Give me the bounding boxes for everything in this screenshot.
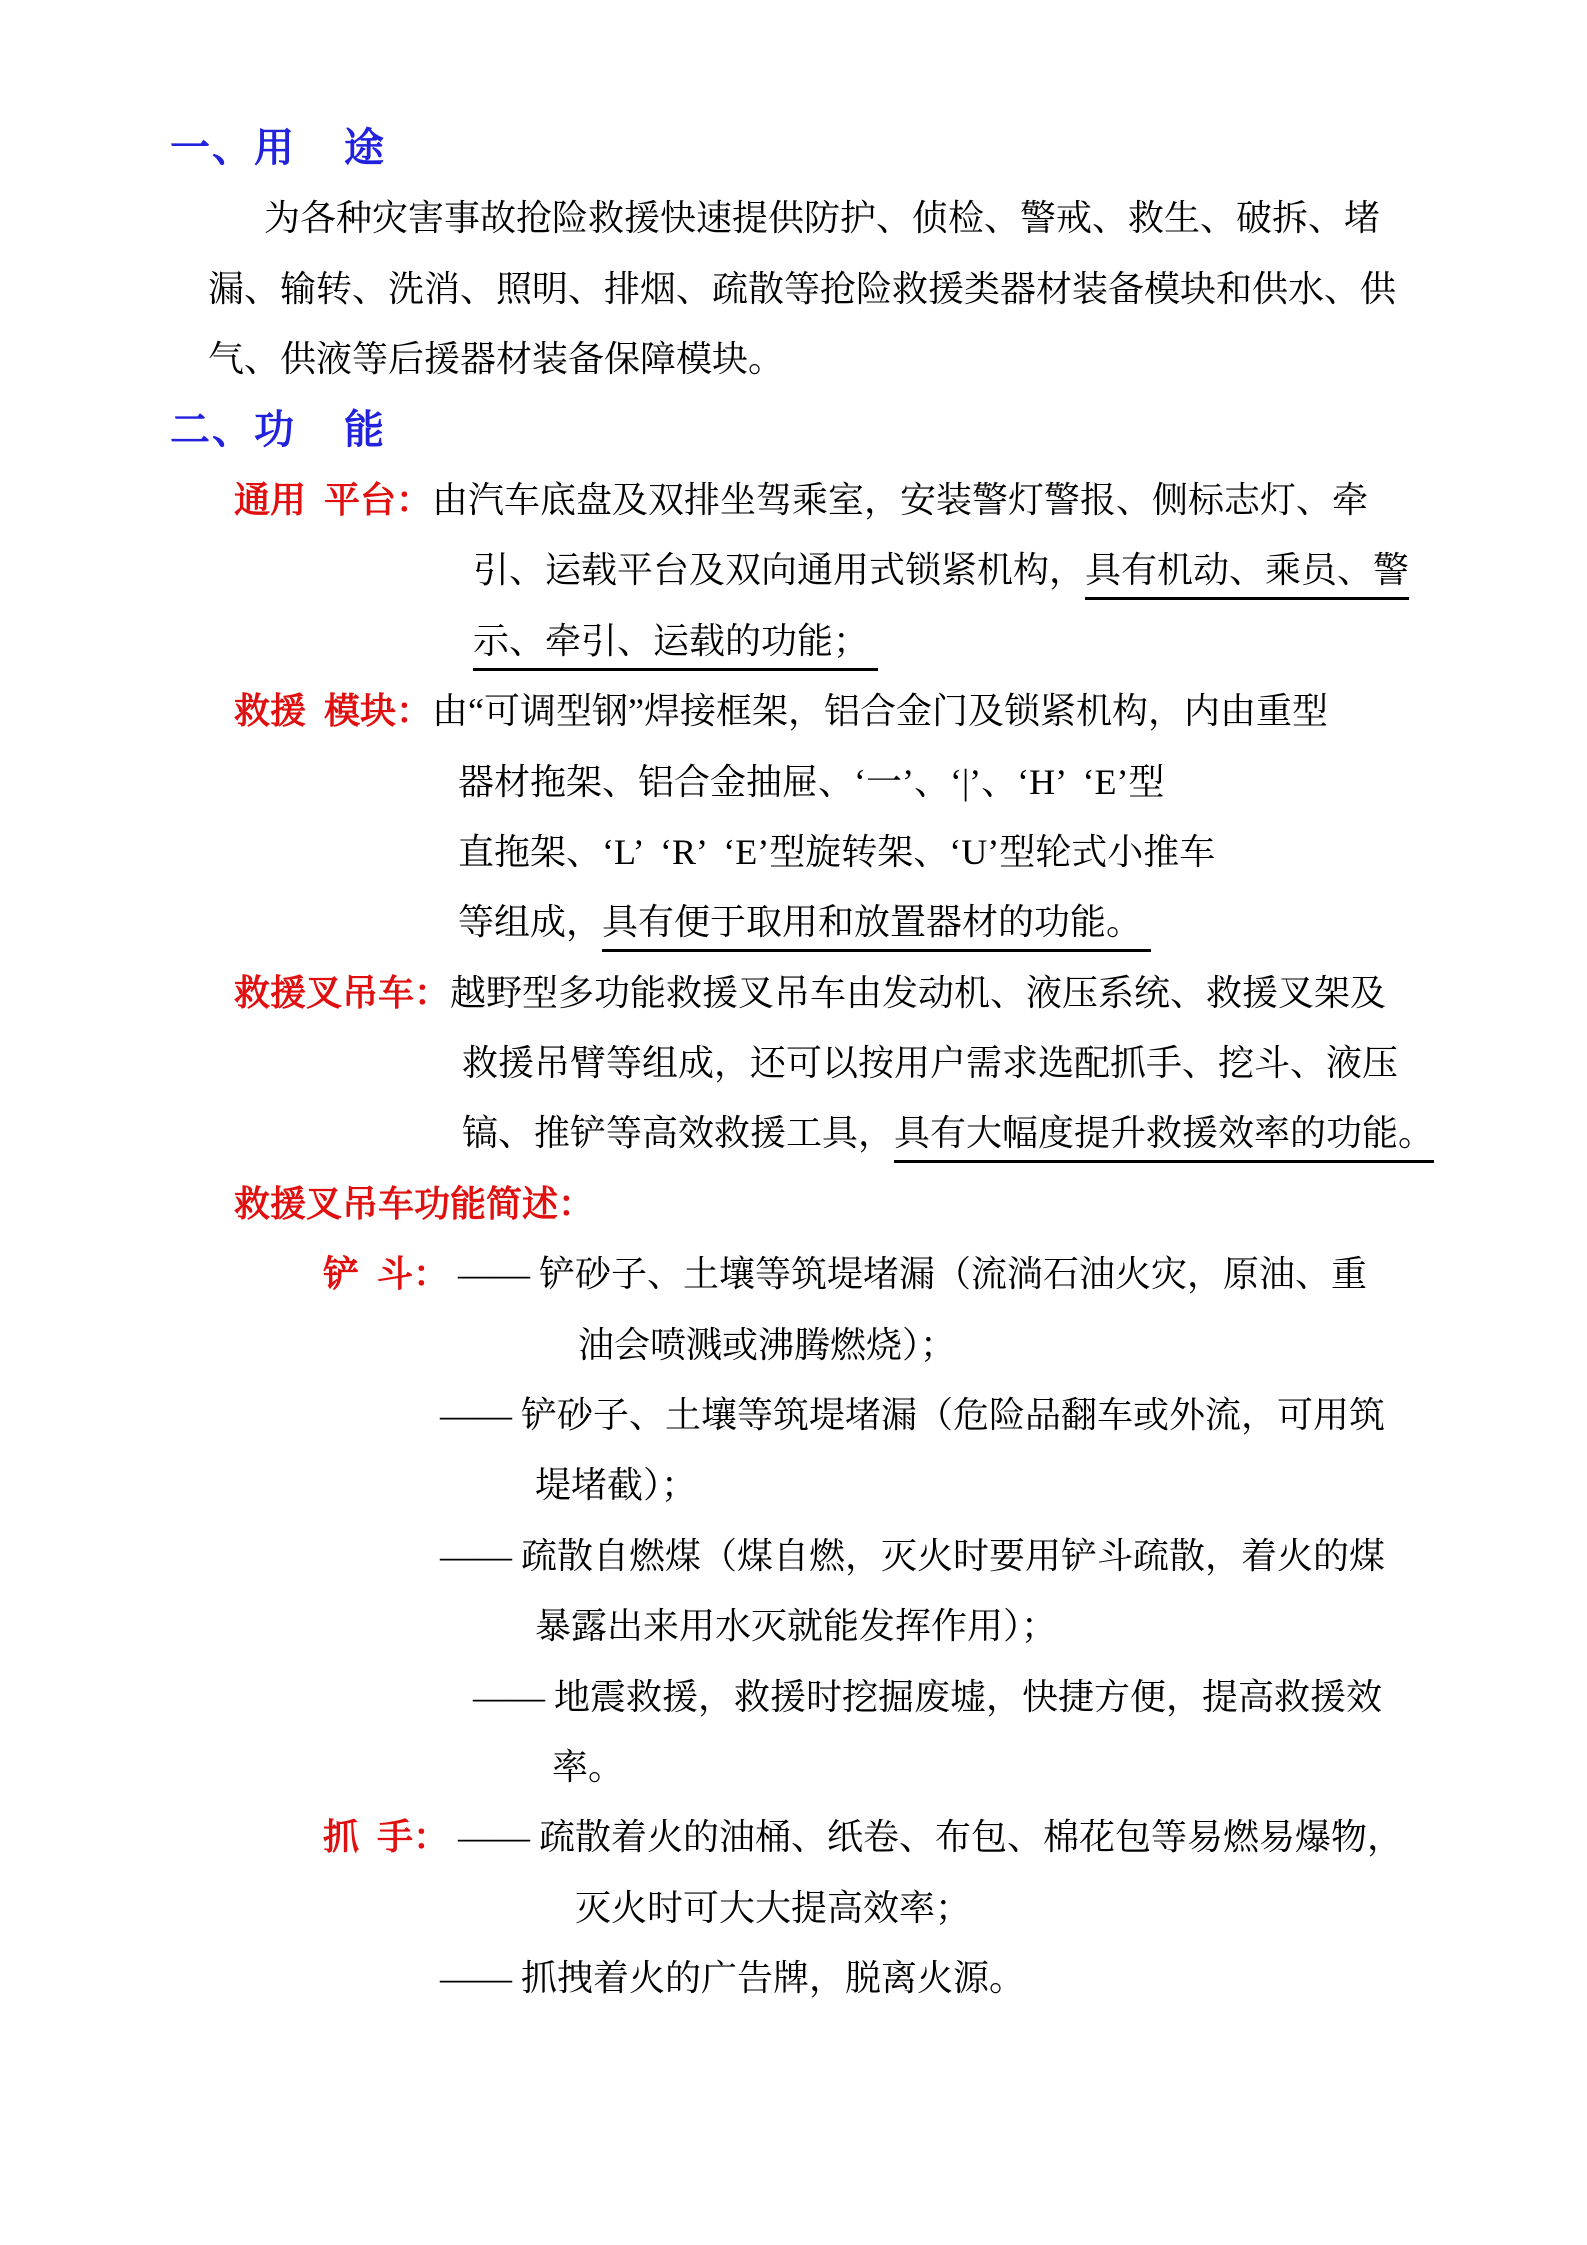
bucket-item3-row-1 [440, 1521, 1587, 1591]
module-row-1 [234, 676, 1587, 746]
platform-line-1: 由汽车底盘及双排坐驾乘室，安装警灯警报、侧标志灯、牵 [432, 479, 1369, 520]
bucket-item2-row-1 [440, 1380, 1587, 1450]
crane-row-1 [234, 958, 1587, 1028]
module-row-4 [458, 887, 1587, 957]
bucket-item2-line-1: —— 铲砂子、土壤等筑堤堵漏（危险品翻车或外流，可用筑 [440, 1395, 1386, 1436]
platform-row-2 [473, 535, 1587, 605]
module-row-3 [458, 817, 1587, 887]
platform-line-3-underlined: 示、牵引、运载的功能； [473, 621, 878, 671]
grab-item2-row-1 [440, 1943, 1587, 2013]
crane-line-3-normal: 镐、推铲等高效救援工具， [462, 1113, 895, 1154]
platform-line-2-normal: 引、运载平台及双向通用式锁紧机构， [473, 550, 1086, 591]
grab-label: 抓 手： [323, 1817, 450, 1858]
function-heading: 二、功 能 [170, 406, 386, 452]
crane-line-3-underlined: 具有大幅度提升救援效率的功能。 [894, 1113, 1434, 1163]
bucket-item3-line-2: 暴露出来用水灭就能发挥作用）； [535, 1606, 1058, 1647]
module-line-4-normal: 等组成， [458, 902, 603, 943]
usage-paragraph-line-3: 气、供液等后援器材装备保障模块。 [208, 339, 785, 380]
module-line-3: 直拖架、‘L’ ‘R’ ‘E’型旋转架、‘U’型轮式小推车 [458, 831, 1216, 872]
bucket-item3-row-2 [535, 1591, 1587, 1661]
bucket-item4-line-1: —— 地震救援，救援时挖掘废墟，快捷方便，提高救援效 [473, 1676, 1383, 1717]
platform-row-3 [473, 606, 1587, 676]
grab-item1-line-2: 灭火时可大大提高效率； [575, 1887, 972, 1928]
bucket-row-1 [323, 1239, 1587, 1309]
bucket-item1-line-1: —— 铲砂子、土壤等筑堤堵漏（流淌石油火灾，原油、重 [449, 1254, 1368, 1295]
bucket-item4-row-1 [473, 1662, 1587, 1732]
module-row-2 [458, 747, 1587, 817]
crane-row-3 [462, 1098, 1587, 1168]
grab-item1-line-1: —— 疏散着火的油桶、纸卷、布包、棉花包等易燃易爆物， [449, 1817, 1404, 1858]
bucket-item3-line-1: —— 疏散自燃煤（煤自燃，灭火时要用铲斗疏散，着火的煤 [440, 1535, 1386, 1576]
bucket-item1-line-2: 油会喷溅或沸腾燃烧）； [578, 1324, 957, 1365]
module-label: 救援 模块： [234, 691, 433, 732]
bucket-item4-row-2 [552, 1732, 1587, 1802]
bucket-item2-line-2: 堤堵截）； [535, 1465, 698, 1506]
usage-paragraph-line-1: 为各种灾害事故抢险救援快速提供防护、侦检、警戒、救生、破拆、堵 [264, 198, 1381, 239]
platform-line-2-underlined: 具有机动、乘员、警 [1085, 550, 1409, 600]
crane-row-2 [462, 1028, 1587, 1098]
module-line-1: 由“可调型钢”焊接框架，铝合金门及锁紧机构，内由重型 [432, 691, 1328, 732]
bucket-item1-row-2 [578, 1310, 1587, 1380]
platform-row-1 [234, 465, 1587, 535]
platform-label: 通用 平台： [234, 479, 433, 520]
module-line-4-underlined: 具有便于取用和放置器材的功能。 [602, 902, 1151, 952]
crane-line-2: 救援吊臂等组成，还可以按用户需求选配抓手、挖斗、液压 [462, 1043, 1399, 1084]
bucket-item4-line-2: 率。 [552, 1746, 625, 1787]
crane-label: 救援叉吊车： [234, 972, 451, 1013]
bucket-item2-row-2 [535, 1450, 1587, 1520]
usage-paragraph-line-2: 漏、输转、洗消、照明、排烟、疏散等抢险救援类器材装备模块和供水、供 [208, 268, 1397, 309]
grab-row-1 [323, 1802, 1587, 1872]
grab-item2-line-1: —— 抓拽着火的广告牌，脱离火源。 [440, 1958, 1026, 1999]
bucket-label: 铲 斗： [323, 1254, 450, 1295]
grab-item1-row-2 [575, 1873, 1587, 1943]
crane-line-1: 越野型多功能救援叉吊车由发动机、液压系统、救援叉架及 [450, 972, 1387, 1013]
summary-heading: 救援叉吊车功能简述： [234, 1183, 595, 1224]
usage-heading: 一、用 途 [170, 125, 386, 170]
module-line-2: 器材拖架、铝合金抽屉、‘一’、‘|’、‘H’ ‘E’型 [458, 761, 1165, 802]
